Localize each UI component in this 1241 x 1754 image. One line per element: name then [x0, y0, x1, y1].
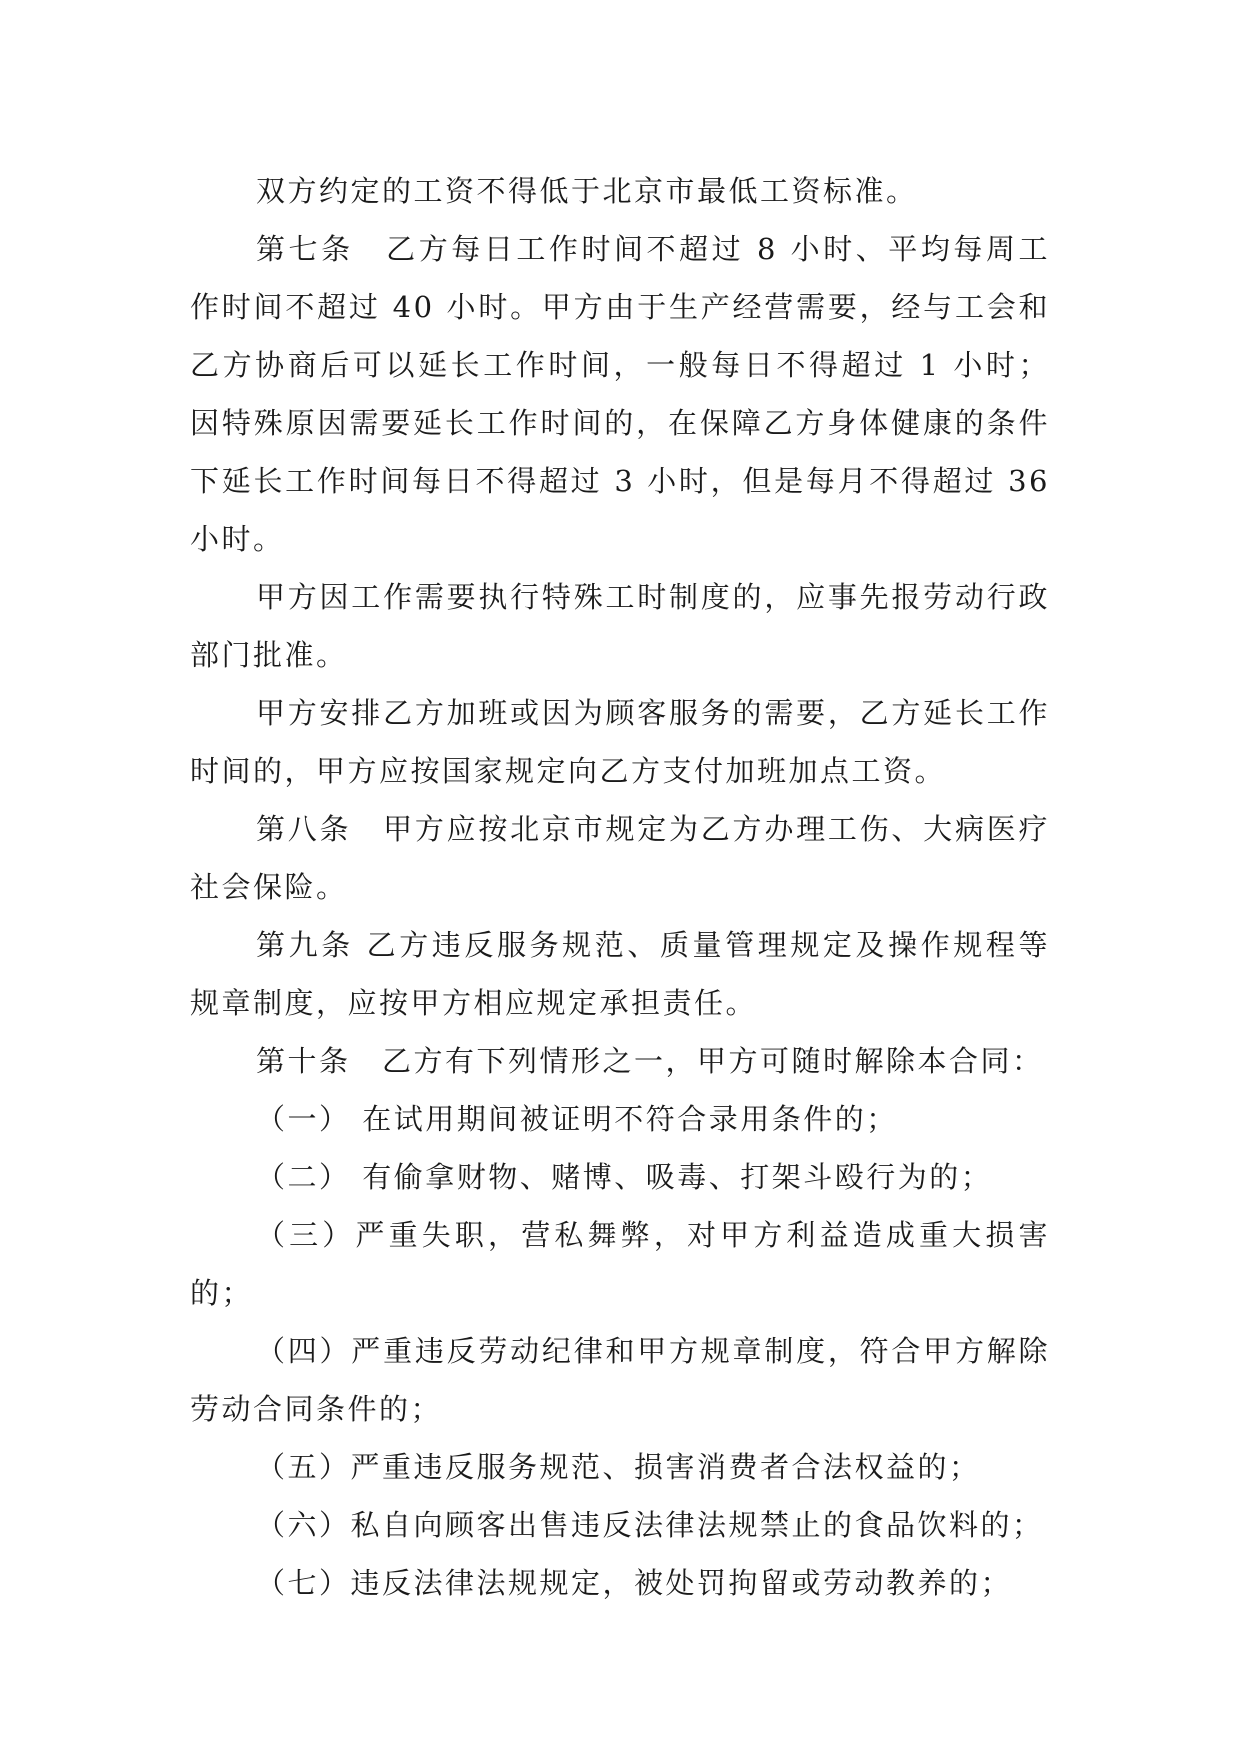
list-item-3: （三）严重失职，营私舞弊，对甲方利益造成重大损害的；: [190, 1218, 1050, 1310]
paragraph-overtime-pay: 甲方安排乙方加班或因为顾客服务的需要，乙方延长工作时间的，甲方应按国家规定向乙方支付加班加点工资。: [190, 696, 1050, 788]
document-body: [190, 162, 1050, 1612]
paragraph-article-9: 第九条 乙方违反服务规范、质量管理规定及操作规程等规章制度，应按甲方相应规定承担责任。: [190, 928, 1050, 1020]
paragraph-article-8: 第八条 甲方应按北京市规定为乙方办理工伤、大病医疗社会保险。: [190, 812, 1050, 904]
list-item-2: （二） 有偷拿财物、赌博、吸毒、打架斗殴行为的；: [256, 1160, 993, 1194]
paragraph-wage-standard: 双方约定的工资不得低于北京市最低工资标准。: [256, 174, 918, 208]
list-item-6: （六）私自向顾客出售违反法律法规禁止的食品饮料的；: [256, 1508, 1044, 1542]
list-item-4: （四）严重违反劳动纪律和甲方规章制度，符合甲方解除劳动合同条件的；: [190, 1334, 1050, 1426]
paragraph-article-7: 第七条 乙方每日工作时间不超过 8 小时、平均每周工作时间不超过 40 小时。甲方由于生产经营需要，经与工会和乙方协商后可以延长工作时间，一般每日不得超过 1 小时；因特殊原因需要延长工作时间的，在保障乙方身体健康的条件下延长工作时间每日不得超过 3 小时，但是每月不得超过 36 小时。: [190, 232, 1050, 556]
list-item-5: （五）严重违反服务规范、损害消费者合法权益的；: [256, 1450, 981, 1484]
paragraph-special-hours: 甲方因工作需要执行特殊工时制度的，应事先报劳动行政部门批准。: [190, 580, 1050, 672]
list-item-7: （七）违反法律法规规定，被处罚拘留或劳动教养的；: [256, 1566, 1013, 1600]
paragraph-article-10: 第十条 乙方有下列情形之一，甲方可随时解除本合同：: [256, 1044, 1044, 1078]
list-item-1: （一） 在试用期间被证明不符合录用条件的；: [256, 1102, 898, 1136]
